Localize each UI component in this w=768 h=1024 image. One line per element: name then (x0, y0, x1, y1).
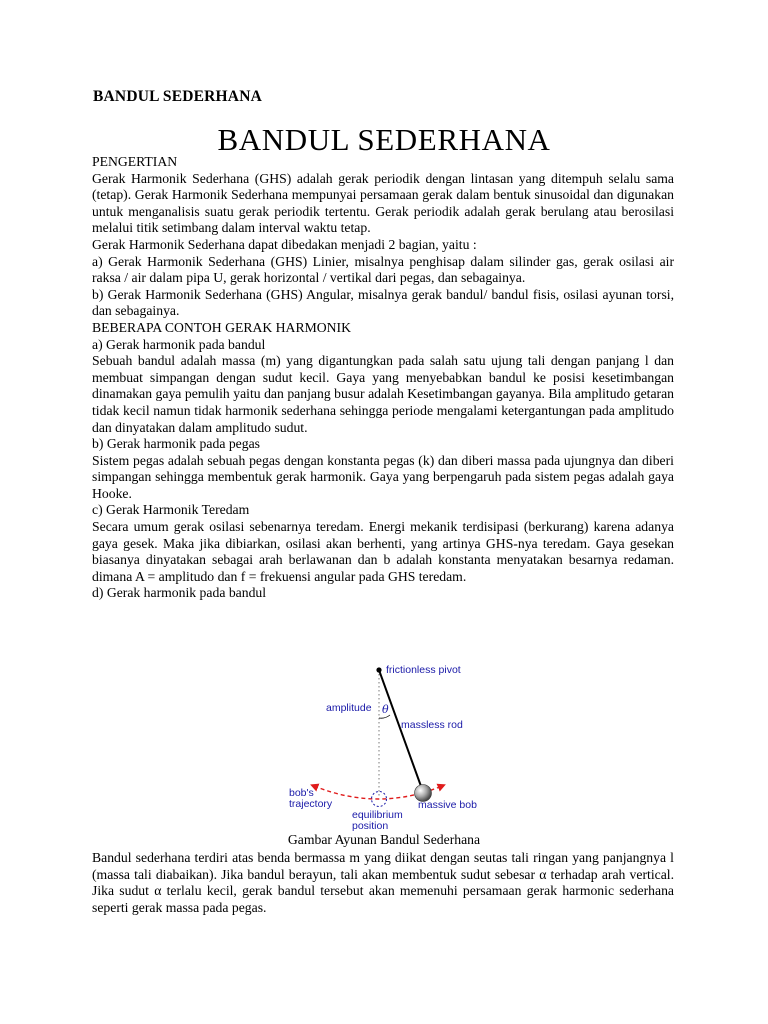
main-title: BANDUL SEDERHANA (217, 122, 551, 157)
subheading-c: c) Gerak Harmonik Teredam (92, 502, 250, 518)
subheading-d: d) Gerak harmonik pada bandul (92, 585, 267, 601)
trajectory-label-2: trajectory (289, 798, 333, 810)
closing-text (92, 850, 674, 916)
pivot-point (376, 667, 381, 672)
body-text (92, 154, 674, 602)
figure-caption: Gambar Ayunan Bandul Sederhana (287, 832, 481, 847)
subheading-b: b) Gerak harmonik pada pegas (92, 436, 260, 452)
subheading-a: a) Gerak harmonik pada bandul (92, 336, 266, 352)
rod-label: massless rod (401, 719, 463, 731)
pendulum-svg (270, 656, 490, 834)
pivot-label: frictionless pivot (386, 664, 461, 676)
pengertian-heading: PENGERTIAN (92, 154, 178, 169)
paragraph-ghs-angular: b) Gerak Harmonik Sederhana (GHS) Angular, misalnya gerak bandul/ bandul fisis, osilasi ayunan torsi, dan sebagainya. (92, 286, 674, 319)
paragraph-closing: Bandul sederhana terdiri atas benda bermassa m yang diikat dengan seutas tali ringan yang panjangnya l (massa tali diabaikan). Jika bandul berayun, tali akan membentuk sudut sebesar α terhadap arah vertical. Jika sudut α terlalu kecil, gerak bandul tersebut akan memenuhi persamaan gerak harmonic sederhana seperti gerak massa pada pegas. (92, 850, 674, 915)
paragraph-ghs-linier: a) Gerak Harmonik Sederhana (GHS) Linier, misalnya penghisap dalam silinder gas, gerak osilasi air raksa / air dalam pipa U, gerak horizontal / vertikal dari pegas, dan sebagainya. (92, 253, 674, 286)
trajectory-label-1: bob's (289, 787, 314, 799)
amplitude-label: amplitude (326, 702, 372, 714)
paragraph-b: Sistem pegas adalah sebuah pegas dengan konstanta pegas (k) dan diberi massa pada ujungnya dan diberi simpangan sehingga membentuk gerak harmonik. Gaya yang berpengaruh pada sistem pegas adalah gaya Hooke. (92, 452, 674, 501)
pendulum-diagram (270, 656, 490, 839)
paragraph-ghs-types-intro: Gerak Harmonik Sederhana dapat dibedakan menjadi 2 bagian, yaitu : (92, 236, 477, 252)
equilibrium-label-1: equilibrium (352, 809, 403, 821)
theta-label: θ (382, 703, 389, 716)
contoh-heading: BEBERAPA CONTOH GERAK HARMONIK (92, 319, 351, 335)
paragraph-c: Secara umum gerak osilasi sebenarnya teredam. Energi mekanik terdisipasi (berkurang) karena adanya gaya gesek. Maka jika dibiarkan, osilasi akan berhenti, yang artinya GHS-nya teredam. Gaya gesekan biasanya dinyatakan sebagai arah berlawanan dan b adalah konstanta menyatakan besarnya redaman. dimana A = amplitudo dan f = frekuensi angular pada GHS teredam. (92, 519, 674, 584)
paragraph-a: Sebuah bandul adalah massa (m) yang digantungkan pada salah satu ujung tali dengan panjang l dan membuat simpangan dengan sudut kecil. Gaya yang menyebabkan bandul ke posisi kesetimbangan dinamakan gaya pemulih yaitu dan panjang busur adalah Kesetimbangan gayanya. Bila amplitudo getaran tidak kecil namun tidak harmonik sederhana sehingga periode mengalami ketergantungan pada amplitudo dan dinyatakan dalam amplitudo sudut. (92, 353, 674, 435)
header-title: BANDUL SEDERHANA (93, 88, 262, 105)
paragraph-ghs-definition: Gerak Harmonik Sederhana (GHS) adalah gerak periodik dengan lintasan yang ditempuh selalu sama (tetap). Gerak Harmonik Sederhana mempunyai persamaan gerak dalam bentuk sinusoidal dan digunakan untuk menganalisis suatu gerak periodik tertentu. Gerak periodik adalah gerak berulang atau berosilasi melalui titik setimbang dalam interval waktu tetap. (92, 170, 674, 236)
equilibrium-label-2: position (352, 820, 389, 832)
bob-label: massive bob (418, 799, 477, 811)
